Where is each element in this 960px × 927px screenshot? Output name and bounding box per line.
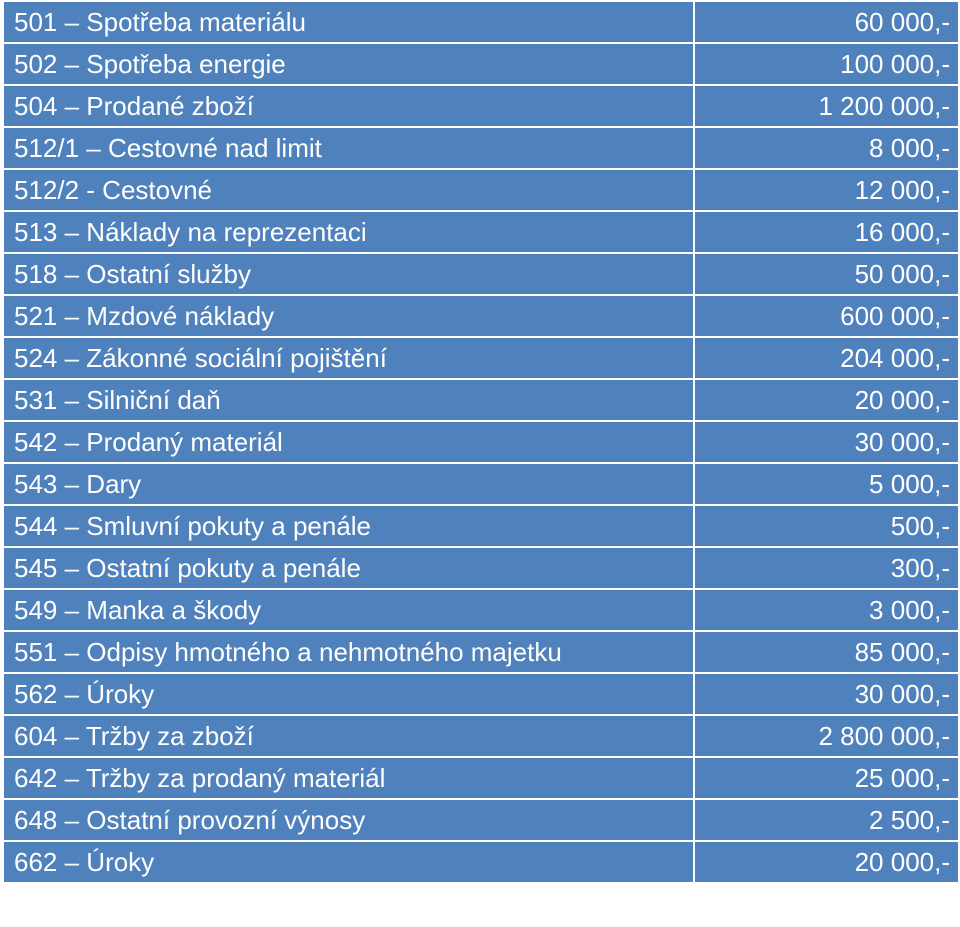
account-label: 543 – Dary <box>4 464 693 504</box>
ledger-row <box>4 338 958 378</box>
account-label: 549 – Manka a škody <box>4 590 693 630</box>
account-label: 648 – Ostatní provozní výnosy <box>4 800 693 840</box>
account-amount: 20 000,- <box>695 842 958 882</box>
account-label: 518 – Ostatní služby <box>4 254 693 294</box>
ledger-row <box>4 422 958 462</box>
account-amount: 300,- <box>695 548 958 588</box>
account-label: 512/1 – Cestovné nad limit <box>4 128 693 168</box>
account-label: 662 – Úroky <box>4 842 693 882</box>
account-amount: 2 800 000,- <box>695 716 958 756</box>
ledger-row <box>4 800 958 840</box>
account-label: 562 – Úroky <box>4 674 693 714</box>
account-label: 642 – Tržby za prodaný materiál <box>4 758 693 798</box>
account-amount: 85 000,- <box>695 632 958 672</box>
account-amount: 500,- <box>695 506 958 546</box>
account-amount: 30 000,- <box>695 674 958 714</box>
ledger-row <box>4 254 958 294</box>
account-ledger-table <box>2 0 960 884</box>
account-label: 502 – Spotřeba energie <box>4 44 693 84</box>
account-amount: 30 000,- <box>695 422 958 462</box>
ledger-row <box>4 632 958 672</box>
ledger-row <box>4 44 958 84</box>
account-amount: 1 200 000,- <box>695 86 958 126</box>
account-amount: 600 000,- <box>695 296 958 336</box>
account-amount: 20 000,- <box>695 380 958 420</box>
ledger-row <box>4 842 958 882</box>
account-label: 504 – Prodané zboží <box>4 86 693 126</box>
ledger-row <box>4 170 958 210</box>
ledger-row <box>4 464 958 504</box>
account-amount: 50 000,- <box>695 254 958 294</box>
account-label: 524 – Zákonné sociální pojištění <box>4 338 693 378</box>
ledger-row <box>4 716 958 756</box>
account-label: 544 – Smluvní pokuty a penále <box>4 506 693 546</box>
account-label: 501 – Spotřeba materiálu <box>4 2 693 42</box>
ledger-row <box>4 506 958 546</box>
account-amount: 16 000,- <box>695 212 958 252</box>
account-amount: 2 500,- <box>695 800 958 840</box>
ledger-row <box>4 548 958 588</box>
ledger-row <box>4 590 958 630</box>
account-label: 542 – Prodaný materiál <box>4 422 693 462</box>
account-amount: 25 000,- <box>695 758 958 798</box>
account-amount: 3 000,- <box>695 590 958 630</box>
ledger-row <box>4 128 958 168</box>
ledger-row <box>4 296 958 336</box>
account-amount: 60 000,- <box>695 2 958 42</box>
account-label: 512/2 - Cestovné <box>4 170 693 210</box>
account-amount: 12 000,- <box>695 170 958 210</box>
account-amount: 204 000,- <box>695 338 958 378</box>
account-label: 513 – Náklady na reprezentaci <box>4 212 693 252</box>
ledger-row <box>4 758 958 798</box>
ledger-row <box>4 86 958 126</box>
ledger-row <box>4 2 958 42</box>
account-label: 545 – Ostatní pokuty a penále <box>4 548 693 588</box>
ledger-row <box>4 674 958 714</box>
account-amount: 5 000,- <box>695 464 958 504</box>
account-amount: 100 000,- <box>695 44 958 84</box>
account-label: 551 – Odpisy hmotného a nehmotného majetku <box>4 632 693 672</box>
ledger-row <box>4 212 958 252</box>
account-label: 531 – Silniční daň <box>4 380 693 420</box>
account-amount: 8 000,- <box>695 128 958 168</box>
account-label: 521 – Mzdové náklady <box>4 296 693 336</box>
ledger-body <box>4 2 958 882</box>
ledger-row <box>4 380 958 420</box>
account-label: 604 – Tržby za zboží <box>4 716 693 756</box>
